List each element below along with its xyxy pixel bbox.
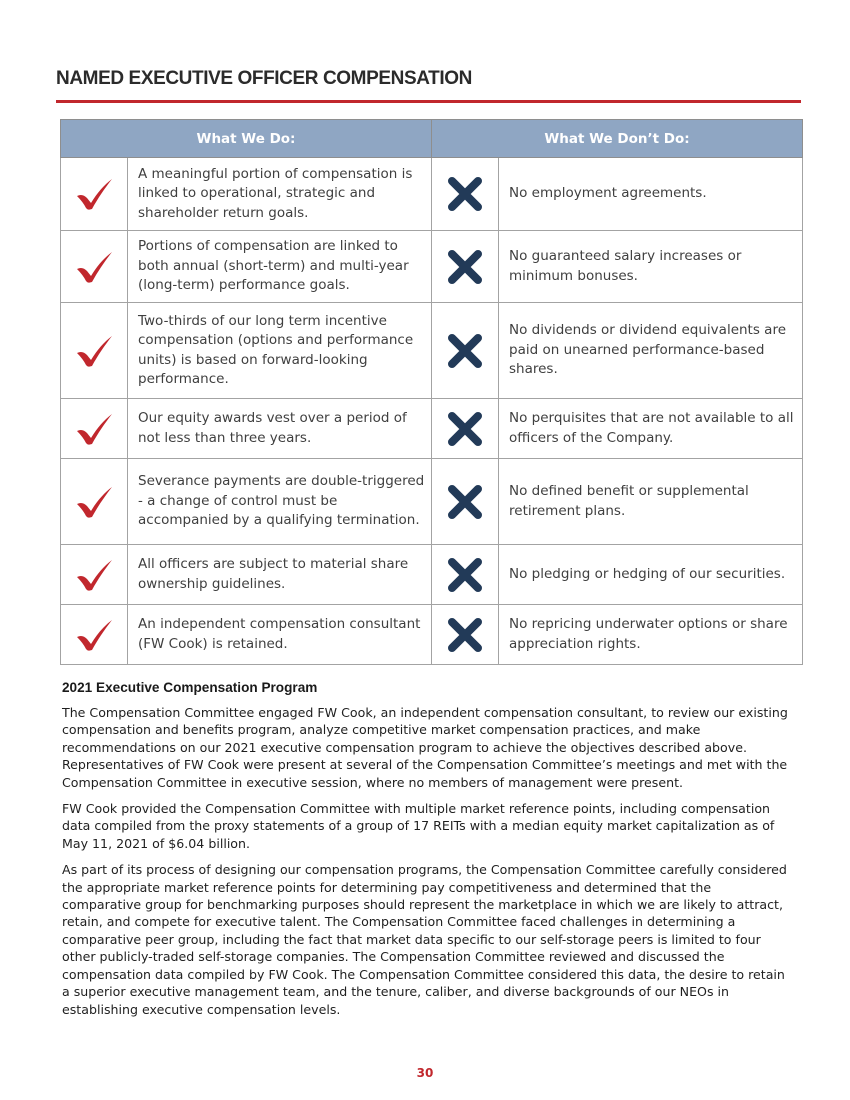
- x-mark-icon: [446, 556, 484, 594]
- dont-icon-cell: [432, 231, 499, 303]
- do-icon-cell: [61, 231, 128, 303]
- do-icon-cell: [61, 158, 128, 231]
- what-we-do-header: What We Do:: [61, 120, 432, 158]
- dont-icon-cell: [432, 605, 499, 665]
- dont-text: No dividends or dividend equivalents are paid on unearned performance-based shares.: [499, 303, 803, 399]
- dont-text: No guaranteed salary increases or minimum bonuses.: [499, 231, 803, 303]
- table-row: [61, 605, 803, 665]
- table-row: [61, 399, 803, 459]
- dont-text: No repricing underwater options or share appreciation rights.: [499, 605, 803, 665]
- page-number: 30: [416, 1066, 434, 1080]
- dont-icon-cell: [432, 158, 499, 231]
- do-icon-cell: [61, 459, 128, 545]
- do-text: A meaningful portion of compensation is linked to operational, strategic and shareholder return goals.: [128, 158, 432, 231]
- checkmark-icon: [74, 250, 114, 284]
- x-mark-icon: [446, 616, 484, 654]
- checkmark-icon: [74, 485, 114, 519]
- checkmark-icon: [74, 558, 114, 592]
- dont-text: No pledging or hedging of our securities.: [499, 545, 803, 605]
- checkmark-icon: [74, 334, 114, 368]
- x-mark-icon: [446, 410, 484, 448]
- table-header-row: [61, 120, 803, 158]
- x-mark-icon: [446, 248, 484, 286]
- table-row: [61, 303, 803, 399]
- do-icon-cell: [61, 303, 128, 399]
- do-text: All officers are subject to material share ownership guidelines.: [128, 545, 432, 605]
- dont-text: No employment agreements.: [499, 158, 803, 231]
- section-heading: 2021 Executive Compensation Program: [62, 680, 318, 695]
- page-title: NAMED EXECUTIVE OFFICER COMPENSATION: [56, 68, 472, 89]
- dont-icon-cell: [432, 545, 499, 605]
- do-text: Portions of compensation are linked to both annual (short-term) and multi-year (long-term) performance goals.: [128, 231, 432, 303]
- title-divider: [56, 100, 801, 103]
- compensation-program-section: [62, 679, 792, 1027]
- body-paragraph: The Compensation Committee engaged FW Cook, an independent compensation consultant, to review our existing compensation and benefits program, analyze competitive market compensation practices, and make recommendations on our 2021 executive compensation program to achieve the objectives described above. Representatives of FW Cook were present at several of the Compensation Committee’s meetings and met with the Compensation Committee in executive session, where no members of management were present.: [62, 705, 788, 790]
- table-row: [61, 158, 803, 231]
- checkmark-icon: [74, 177, 114, 211]
- table-row: [61, 545, 803, 605]
- checkmark-icon: [74, 412, 114, 446]
- what-we-dont-do-header: What We Don’t Do:: [432, 120, 803, 158]
- do-text: An independent compensation consultant (FW Cook) is retained.: [128, 605, 432, 665]
- x-mark-icon: [446, 175, 484, 213]
- x-mark-icon: [446, 483, 484, 521]
- do-icon-cell: [61, 605, 128, 665]
- do-text: Severance payments are double-triggered - a change of control must be accompanied by a qualifying termination.: [128, 459, 432, 545]
- do-icon-cell: [61, 545, 128, 605]
- dont-icon-cell: [432, 399, 499, 459]
- checkmark-icon: [74, 618, 114, 652]
- dont-text: No perquisites that are not available to all officers of the Company.: [499, 399, 803, 459]
- body-paragraph: FW Cook provided the Compensation Committee with multiple market reference points, including compensation data compiled from the proxy statements of a group of 17 REITs with a median equity market capitalization as of May 11, 2021 of $6.04 billion.: [62, 801, 775, 851]
- table-row: [61, 231, 803, 303]
- compensation-practices-table: [60, 119, 803, 665]
- table-row: [61, 459, 803, 545]
- do-text: Two-thirds of our long term incentive compensation (options and performance units) is based on forward-looking performance.: [128, 303, 432, 399]
- do-icon-cell: [61, 399, 128, 459]
- dont-icon-cell: [432, 303, 499, 399]
- do-text: Our equity awards vest over a period of not less than three years.: [128, 399, 432, 459]
- dont-text: No defined benefit or supplemental retirement plans.: [499, 459, 803, 545]
- body-paragraph: As part of its process of designing our compensation programs, the Compensation Committee carefully considered the appropriate market reference points for determining pay competitiveness and determined that the comparative group for benchmarking purposes should represent the marketplace in which we are likely to attract, retain, and compete for executive talent. The Compensation Committee faced challenges in determining a comparative peer group, including the fact that market data specific to our self-storage peers is limited to four other publicly-traded self-storage companies. The Compensation Committee reviewed and discussed the compensation data compiled by FW Cook. The Compensation Committee considered this data, the desire to retain a superior executive management team, and the tenure, caliber, and diverse backgrounds of our NEOs in establishing executive compensation levels.: [62, 862, 787, 1017]
- x-mark-icon: [446, 332, 484, 370]
- dont-icon-cell: [432, 459, 499, 545]
